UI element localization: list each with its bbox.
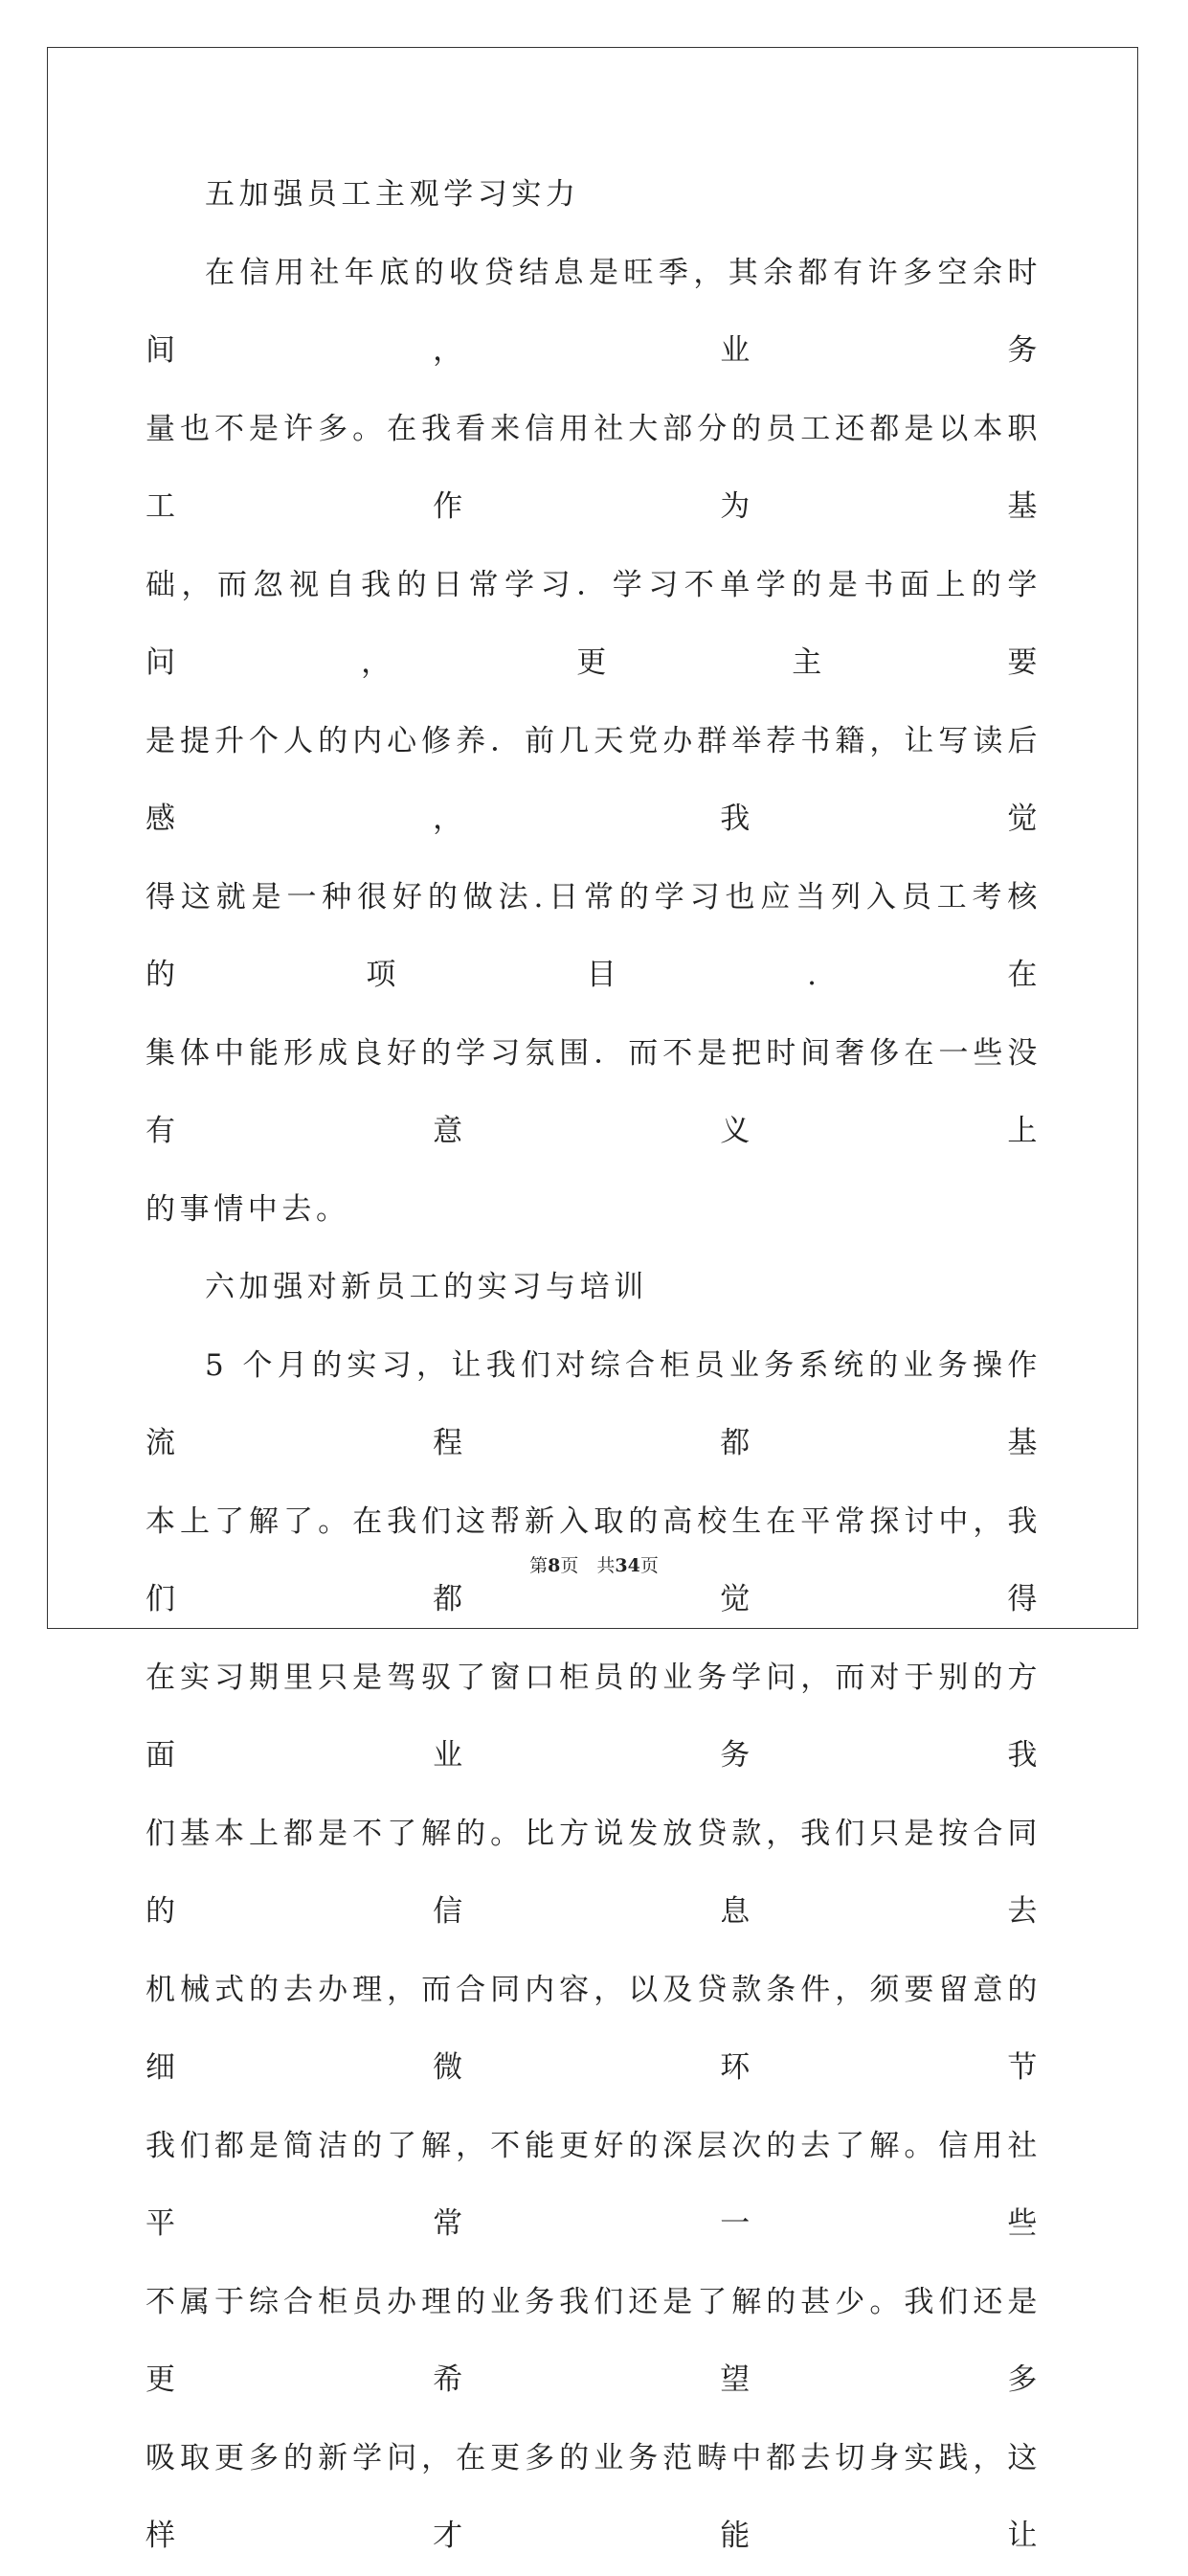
text-line: 量也不是许多。在我看来信用社大部分的员工还都是以本职工作为基 — [146, 411, 1042, 524]
current-page-number: 8 — [548, 1555, 561, 1576]
body-paragraph-2 — [146, 1327, 1042, 2576]
text-line: 我们都是简洁的了解，不能更好的深层次的去了解。信用社平常一些 — [146, 2128, 1042, 2241]
text-line: 们基本上都是不了解的。比方说发放贷款，我们只是按合同的信息去 — [146, 1816, 1042, 1929]
section-heading-5 — [146, 156, 1042, 235]
section-heading-6 — [146, 1249, 1042, 1327]
text-line: 五加强员工主观学习实力 — [205, 177, 580, 212]
total-page-number: 34 — [615, 1555, 640, 1576]
footer-suffix: 页 — [639, 1555, 659, 1576]
text-line: 不属于综合柜员办理的业务我们还是了解的甚少。我们还是更希望多 — [146, 2284, 1042, 2397]
footer-prefix: 第 — [529, 1555, 549, 1576]
page-footer — [0, 1551, 1188, 1577]
text-line: 吸取更多的新学问，在更多的业务范畴中都去切身实践，这样才能让 — [146, 2440, 1042, 2553]
text-line: 5 个月的实习，让我们对综合柜员业务系统的业务操作流程都基 — [146, 1347, 1042, 1460]
text-line: 是提升个人的内心修养．前几天党办群举荐书籍，让写读后感，我觉 — [146, 723, 1042, 836]
document-body — [146, 156, 1042, 2576]
text-line: 在信用社年底的收贷结息是旺季，其余都有许多空余时间，业务 — [146, 255, 1042, 368]
text-line: 集体中能形成良好的学习氛围．而不是把时间奢侈在一些没有意义上 — [146, 1035, 1042, 1148]
text-line: 在实习期里只是驾驭了窗口柜员的业务学问，而对于别的方面业务我 — [146, 1660, 1042, 1773]
text-line: 本上了解了。在我们这帮新入取的高校生在平常探讨中，我们都觉得 — [146, 1503, 1042, 1616]
text-line: 六加强对新员工的实习与培训 — [205, 1270, 648, 1304]
text-line: 得这就是一种很好的做法.日常的学习也应当列入员工考核的项目.在 — [146, 879, 1042, 992]
text-line: 机械式的去办理，而合同内容，以及贷款条件，须要留意的细微环节 — [146, 1972, 1042, 2085]
body-paragraph-1 — [146, 235, 1042, 1250]
footer-middle: 页 共 — [560, 1555, 616, 1576]
text-line: 的事情中去。 — [146, 1191, 350, 1227]
text-line: 础，而忽视自我的日常学习．学习不单学的是书面上的学问，更主要 — [146, 567, 1042, 680]
